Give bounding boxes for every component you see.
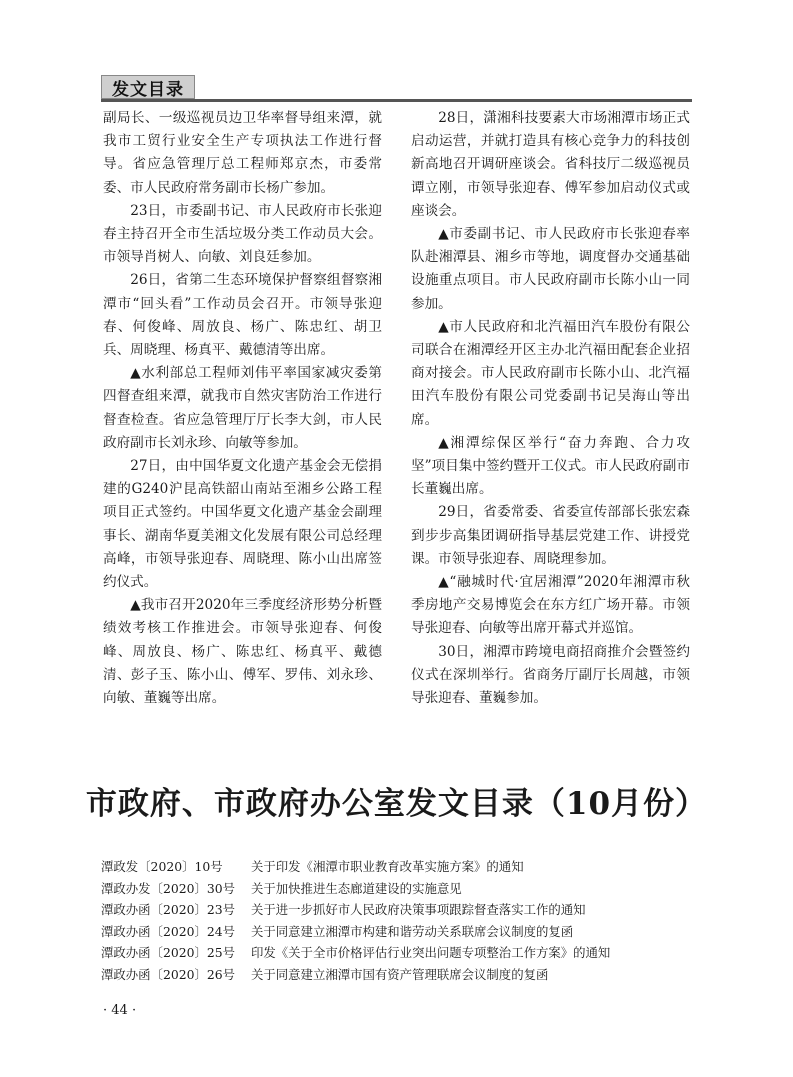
paragraph: ▲我市召开2020年三季度经济形势分析暨绩效考核工作推进会。市领导张迎春、何俊峰、周放良、杨广、陈忠红、杨真平、戴德清、彭子玉、陈小山、傅军、罗伟、刘永珍、向敏、董巍等出席。 xyxy=(103,597,382,707)
document-row xyxy=(101,899,701,921)
document-number: 潭政发〔2020〕10号 xyxy=(101,859,223,874)
paragraph: ▲湘潭综保区举行“奋力奔跑、合力攻坚”项目集中签约暨开工仪式。市人民政府副市长董巍出席。 xyxy=(411,434,690,498)
document-number: 潭政办函〔2020〕25号 xyxy=(101,945,236,961)
left-text-column xyxy=(103,107,382,710)
document-title: 关于同意建立湘潭市构建和谐劳动关系联席会议制度的复函 xyxy=(251,923,574,939)
paragraph: ▲市人民政府和北汽福田汽车股份有限公司联合在湘潭经开区主办北汽福田配套企业招商对接会。市人民政府副市长陈小山、北汽福田汽车股份有限公司党委副书记吴海山等出席。 xyxy=(411,318,690,428)
document-title: 关于同意建立湘潭市国有资产管理联席会议制度的复函 xyxy=(251,966,549,982)
document-title: 印发《关于全市价格评估行业突出问题专项整治工作方案》的通知 xyxy=(251,945,611,961)
paragraph: 26日，省第二生态环境保护督察组督察湘潭市“回头看”工作动员会召开。市领导张迎春、何俊峰、周放良、杨广、陈忠红、胡卫兵、周晓理、杨真平、戴德清等出席。 xyxy=(103,272,382,359)
document-row xyxy=(101,964,701,986)
section-title: 市政府、市政府办公室发文目录（10月份） xyxy=(85,786,708,822)
document-number: 潭政办函〔2020〕24号 xyxy=(101,923,236,939)
document-title: 关于加快推进生态廊道建设的实施意见 xyxy=(251,880,462,896)
document-row xyxy=(101,921,701,943)
paragraph: 29日，省委常委、省委宣传部部长张宏森到步步高集团调研指导基层党建工作、讲授党课。市领导张迎春、周晓理参加。 xyxy=(411,504,690,567)
paragraph: 27日，由中国华夏文化遗产基金会无偿捐建的G240沪昆高铁韶山南站至湘乡公路工程项目正式签约。中国华夏文化遗产基金会副理事长、湖南华夏美湘文化发展有限公司总经理高峰，市领导张迎春、周晓理、陈小山出席签约仪式。 xyxy=(103,458,382,591)
document-title: 关于进一步抓好市人民政府决策事项跟踪督查落实工作的通知 xyxy=(251,902,586,918)
paragraph: 23日，市委副书记、市人民政府市长张迎春主持召开全市生活垃圾分类工作动员大会。市领导肖树人、向敏、刘良廷参加。 xyxy=(103,202,382,266)
paragraph: ▲市委副书记、市人民政府市长张迎春率队赴湘潭县、湘乡市等地，调度督办交通基础设施重点项目。市人民政府副市长陈小山一同参加。 xyxy=(411,226,690,312)
document-list xyxy=(101,856,701,986)
right-text-column xyxy=(411,107,690,710)
document-row xyxy=(101,878,701,900)
paragraph: 副局长、一级巡视员边卫华率督导组来潭，就我市工贸行业安全生产专项执法工作进行督导。省应急管理厅总工程师郑京杰，市委常委、市人民政府常务副市长杨广参加。 xyxy=(103,110,382,196)
section-badge: 发文目录 xyxy=(101,75,195,99)
document-number: 潭政办函〔2020〕23号 xyxy=(101,902,236,918)
document-row xyxy=(101,856,701,878)
header-divider xyxy=(101,99,692,102)
document-title: 关于印发《湘潭市职业教育改革实施方案》的通知 xyxy=(251,859,524,874)
document-number: 潭政办函〔2020〕26号 xyxy=(101,966,236,982)
paragraph: ▲“融城时代·宜居湘潭”2020年湘潭市秋季房地产交易博览会在东方红广场开幕。市领导张迎春、向敏等出席开幕式并巡馆。 xyxy=(411,574,690,637)
document-number: 潭政办发〔2020〕30号 xyxy=(101,880,236,896)
document-row xyxy=(101,942,701,964)
paragraph: 28日，潇湘科技要素大市场湘潭市场正式启动运营，并就打造具有核心竞争力的科技创新高地召开调研座谈会。省科技厅二级巡视员谭立刚，市领导张迎春、傅军参加启动仪式或座谈会。 xyxy=(411,110,690,219)
paragraph: ▲水利部总工程师刘伟平率国家减灾委第四督查组来潭，就我市自然灾害防治工作进行督查检查。省应急管理厅厅长李大剑，市人民政府副市长刘永珍、向敏等参加。 xyxy=(103,365,382,451)
paragraph: 30日，湘潭市跨境电商招商推介会暨签约仪式在深圳举行。省商务厅副厅长周越，市领导张迎春、董巍参加。 xyxy=(411,643,690,707)
page-number: · 44 · xyxy=(103,1003,137,1018)
